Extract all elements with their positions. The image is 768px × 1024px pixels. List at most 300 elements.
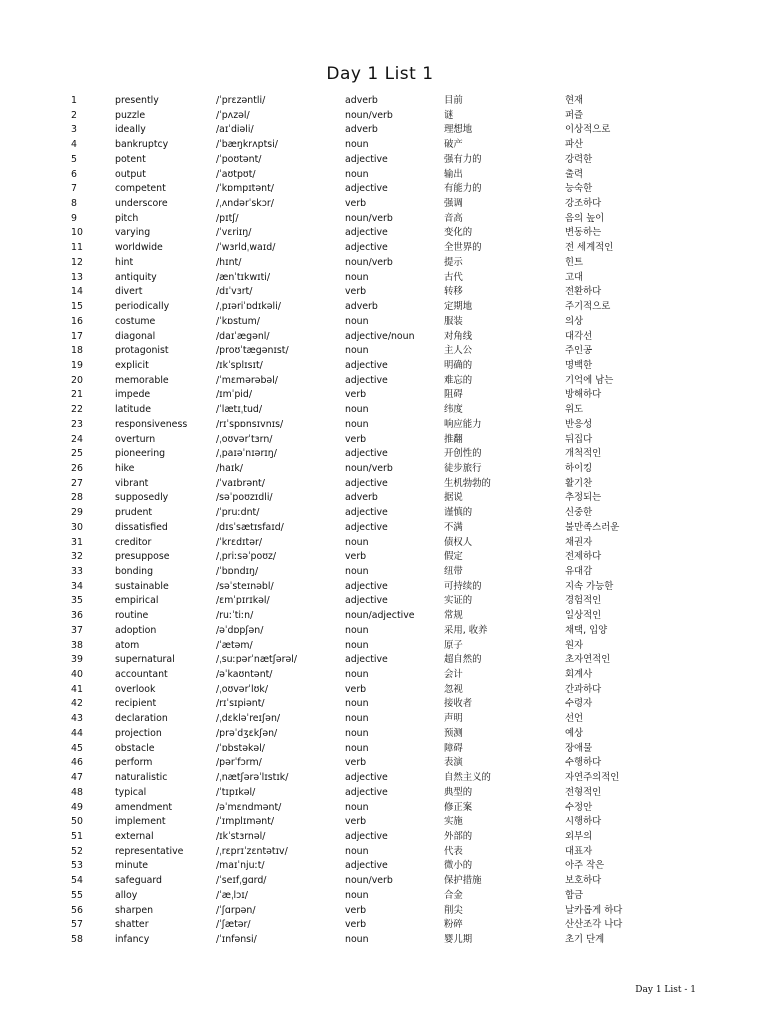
entry-word: overturn [115,433,156,445]
entry-chinese: 超自然的 [444,654,482,666]
entry-korean: 반응성 [565,418,593,430]
entry-pronunciation: /ˈmɛmərəbəl/ [216,374,278,386]
entry-pronunciation: /ɪmˈpid/ [216,389,253,401]
entry-part-of-speech: noun [345,139,369,151]
entry-korean: 능숙한 [565,183,593,195]
entry-number: 20 [71,374,83,386]
entry-word: typical [115,786,147,798]
entry-pronunciation: /səˈpoʊzɪdli/ [216,492,273,504]
entry-word: prudent [115,507,153,519]
entry-pronunciation: /ˈaʊtpʊt/ [216,168,256,180]
entry-part-of-speech: verb [345,683,367,695]
entry-part-of-speech: noun [345,727,369,739]
entry-number: 36 [71,610,83,622]
list-item [0,771,768,786]
entry-word: underscore [115,198,168,210]
entry-word: representative [115,845,184,857]
list-item [0,109,768,124]
entry-number: 50 [71,816,83,828]
entry-korean: 지속 가능한 [565,580,614,592]
entry-word: periodically [115,301,170,313]
list-item [0,462,768,477]
entry-part-of-speech: noun [345,669,369,681]
entry-part-of-speech: verb [345,198,367,210]
entry-part-of-speech: adverb [345,95,378,106]
page-title: Day 1 List 1 [326,64,434,84]
entry-word: potent [115,153,146,165]
entry-chinese: 障碍 [444,742,463,754]
entry-korean: 대각선 [565,330,593,342]
entry-word: vibrant [115,477,149,489]
list-item [0,580,768,595]
entry-part-of-speech: noun/adjective [345,610,415,622]
entry-part-of-speech: adjective [345,183,388,195]
list-item [0,153,768,168]
entry-number: 46 [71,757,83,769]
entry-number: 18 [71,345,83,357]
entry-word: impede [115,389,151,401]
entry-chinese: 据说 [444,492,463,504]
entry-number: 25 [71,448,83,460]
entry-chinese: 微小的 [444,860,473,872]
entry-korean: 고대 [565,271,584,283]
entry-pronunciation: /pərˈfɔrm/ [216,757,262,769]
entry-part-of-speech: noun [345,801,369,813]
entry-pronunciation: /ˈʃætər/ [216,919,251,931]
entry-part-of-speech: verb [345,757,367,769]
entry-part-of-speech: noun [345,698,369,710]
list-item [0,874,768,889]
entry-number: 52 [71,845,83,857]
entry-chinese: 全世界的 [444,242,482,254]
entry-korean: 수정안 [565,801,593,813]
entry-pronunciation: /ruːˈtiːn/ [216,610,254,622]
entry-korean: 뒤집다 [565,433,593,445]
entry-number: 10 [71,227,83,239]
entry-word: projection [115,727,162,739]
entry-chinese: 提示 [444,256,463,268]
list-item [0,536,768,551]
entry-chinese: 不满 [444,521,463,533]
entry-number: 4 [71,139,77,151]
entry-korean: 전 세계적인 [565,242,614,254]
entry-korean: 명백한 [565,359,593,371]
entry-korean: 아주 작은 [565,860,605,872]
list-item [0,197,768,212]
entry-number: 23 [71,418,83,430]
entry-pronunciation: /proʊˈtægənɪst/ [216,345,289,357]
entry-chinese: 理想地 [444,124,473,136]
list-item [0,815,768,830]
entry-pronunciation: /ˈtɪpɪkəl/ [216,786,256,798]
entry-korean: 수령자 [565,698,593,710]
entry-korean: 채권자 [565,536,593,548]
entry-chinese: 采用, 收养 [444,624,488,636]
entry-chinese: 外部的 [444,830,473,842]
entry-word: supposedly [115,492,169,504]
entry-korean: 현재 [565,95,584,106]
entry-word: responsiveness [115,418,188,430]
entry-chinese: 忽视 [444,683,463,695]
entry-word: bankruptcy [115,139,169,151]
entry-chinese: 修正案 [444,801,473,813]
list-item [0,241,768,256]
entry-pronunciation: /dɪsˈsætɪsfaɪd/ [216,521,284,533]
entry-pronunciation: /ˈbɒndɪŋ/ [216,566,259,577]
entry-number: 34 [71,580,83,592]
entry-word: competent [115,183,166,195]
entry-part-of-speech: noun/verb [345,256,393,268]
entry-number: 47 [71,772,83,784]
entry-part-of-speech: noun [345,271,369,283]
entry-word: pioneering [115,448,166,460]
list-item [0,285,768,300]
entry-word: infancy [115,933,150,945]
entry-chinese: 明确的 [444,359,473,371]
entry-number: 54 [71,875,83,887]
entry-pronunciation: /ɪkˈsplɪsɪt/ [216,359,263,371]
entry-number: 45 [71,742,83,754]
entry-number: 7 [71,183,77,195]
entry-part-of-speech: verb [345,433,367,445]
entry-pronunciation: /ˈɪmplɪmənt/ [216,816,275,828]
entry-korean: 위도 [565,404,584,416]
entry-number: 14 [71,286,83,298]
entry-korean: 불만족스러운 [565,521,620,533]
entry-number: 37 [71,624,83,636]
entry-part-of-speech: adjective [345,654,388,666]
entry-pronunciation: /səˈsteɪnəbl/ [216,580,274,592]
entry-word: amendment [115,801,173,813]
entry-pronunciation: /ˈwɜrldˌwaɪd/ [216,242,276,254]
list-item [0,712,768,727]
entry-part-of-speech: noun [345,933,369,945]
entry-word: accountant [115,669,168,681]
entry-number: 5 [71,153,77,165]
entry-number: 29 [71,507,83,519]
entry-pronunciation: /haɪk/ [216,462,243,474]
entry-korean: 신중한 [565,507,593,519]
list-item [0,477,768,492]
list-item [0,742,768,757]
entry-chinese: 强调 [444,198,463,210]
entry-part-of-speech: noun [345,566,369,577]
entry-chinese: 接收者 [444,698,473,710]
entry-korean: 힌트 [565,256,584,268]
list-item [0,447,768,462]
entry-number: 6 [71,168,77,180]
entry-part-of-speech: adverb [345,301,378,313]
entry-word: alloy [115,889,138,901]
entry-word: ideally [115,124,146,136]
entry-chinese: 强有力的 [444,153,482,165]
entry-word: bonding [115,566,154,577]
entry-number: 51 [71,830,83,842]
entry-part-of-speech: adjective [345,153,388,165]
entry-part-of-speech: noun [345,742,369,754]
entry-chinese: 代表 [444,845,463,857]
entry-chinese: 阻碍 [444,389,463,401]
entry-part-of-speech: verb [345,389,367,401]
entry-word: empirical [115,595,159,607]
entry-chinese: 保护措施 [444,875,482,887]
list-item [0,756,768,771]
list-item [0,226,768,241]
list-item [0,359,768,374]
entry-korean: 회계사 [565,669,593,681]
entry-korean: 자연주의적인 [565,772,620,784]
entry-word: presently [115,95,159,106]
list-item [0,403,768,418]
entry-part-of-speech: adjective [345,477,388,489]
entry-korean: 활기찬 [565,477,593,489]
entry-chinese: 常规 [444,610,463,622]
entry-chinese: 粉碎 [444,919,463,931]
entry-pronunciation: /ˈkɒmpɪtənt/ [216,183,274,195]
entry-part-of-speech: adjective [345,507,388,519]
entry-chinese: 谜 [444,109,454,121]
entry-part-of-speech: noun/verb [345,109,393,121]
entry-part-of-speech: noun/verb [345,875,393,887]
entry-pronunciation: /ˌrɛprɪˈzɛntətɪv/ [216,845,288,857]
entry-number: 48 [71,786,83,798]
entry-part-of-speech: adjective [345,860,388,872]
entry-word: shatter [115,919,149,931]
list-item [0,94,768,109]
entry-chinese: 实施 [444,816,463,828]
entry-number: 43 [71,713,83,725]
entry-number: 27 [71,477,83,489]
entry-pronunciation: /ˌsuːpərˈnætʃərəl/ [216,654,297,666]
entry-chinese: 假定 [444,551,463,563]
entry-korean: 간과하다 [565,683,602,695]
entry-chinese: 破产 [444,139,463,151]
entry-number: 32 [71,551,83,563]
entry-korean: 전제하다 [565,551,602,563]
entry-korean: 개척적인 [565,448,602,460]
list-item [0,550,768,565]
entry-pronunciation: /ˈæˌlɔɪ/ [216,889,248,901]
entry-pronunciation: /ˌʌndərˈskɔr/ [216,198,274,210]
list-item [0,168,768,183]
entry-chinese: 主人公 [444,345,473,357]
entry-part-of-speech: adverb [345,124,378,136]
entry-korean: 강조하다 [565,198,602,210]
entry-word: presuppose [115,551,170,563]
entry-pronunciation: /rɪˈspɒnsɪvnɪs/ [216,418,284,430]
entry-word: obstacle [115,742,155,754]
entry-pronunciation: /ˌnætʃərəˈlɪstɪk/ [216,772,289,784]
entry-part-of-speech: noun [345,639,369,651]
entry-pronunciation: /rɪˈsɪpiənt/ [216,698,265,710]
entry-word: latitude [115,404,151,416]
entry-word: antiquity [115,271,157,283]
list-item [0,315,768,330]
entry-pronunciation: /ænˈtɪkwɪti/ [216,271,271,283]
entry-chinese: 原子 [444,639,463,651]
entry-number: 12 [71,256,83,268]
entry-word: sustainable [115,580,169,592]
list-item [0,609,768,624]
entry-part-of-speech: noun [345,889,369,901]
entry-korean: 경험적인 [565,595,602,607]
entry-pronunciation: /ˈseɪfˌgɑrd/ [216,875,267,887]
entry-chinese: 生机勃勃的 [444,477,491,489]
entry-number: 2 [71,109,77,121]
list-item [0,594,768,609]
entry-pronunciation: /ˈkɒstum/ [216,315,260,327]
entry-pronunciation: /ˌpriːsəˈpoʊz/ [216,551,277,563]
entry-chinese: 响应能力 [444,418,482,430]
list-item [0,330,768,345]
entry-chinese: 音高 [444,212,463,224]
entry-word: hike [115,462,135,474]
entry-number: 33 [71,566,83,577]
entry-korean: 산산조각 나다 [565,919,623,931]
entry-word: sharpen [115,904,154,916]
entry-word: creditor [115,536,152,548]
list-item [0,506,768,521]
entry-korean: 방해하다 [565,389,602,401]
entry-number: 11 [71,242,83,254]
entry-part-of-speech: verb [345,904,367,916]
entry-pronunciation: /aɪˈdiəli/ [216,124,254,136]
entry-korean: 원자 [565,639,584,651]
entry-word: routine [115,610,149,622]
entry-korean: 외부의 [565,830,593,842]
entry-part-of-speech: noun [345,536,369,548]
entry-korean: 주기적으로 [565,301,611,313]
entry-part-of-speech: adjective [345,830,388,842]
entry-pronunciation: /dɪˈvɜrt/ [216,286,253,298]
list-item [0,521,768,536]
entry-word: diagonal [115,330,156,342]
entry-number: 42 [71,698,83,710]
entry-pronunciation: /ˈpʌzəl/ [216,109,250,121]
entry-chinese: 难忘的 [444,374,473,386]
entry-korean: 유대감 [565,566,593,577]
list-item [0,300,768,315]
list-item [0,668,768,683]
entry-number: 22 [71,404,83,416]
entry-word: output [115,168,146,180]
list-item [0,344,768,359]
entry-korean: 주인공 [565,345,593,357]
entry-korean: 강력한 [565,153,593,165]
entry-word: explicit [115,359,149,371]
entry-word: costume [115,315,156,327]
entry-korean: 의상 [565,315,584,327]
list-item [0,727,768,742]
entry-part-of-speech: noun [345,418,369,430]
list-item [0,830,768,845]
entry-number: 9 [71,212,77,224]
entry-chinese: 目前 [444,95,463,106]
entry-part-of-speech: adjective/noun [345,330,415,342]
entry-pronunciation: /ɛmˈpɪrɪkəl/ [216,595,270,607]
entry-word: atom [115,639,140,651]
entry-part-of-speech: adjective [345,580,388,592]
entry-number: 17 [71,330,83,342]
entry-word: puzzle [115,109,146,121]
entry-number: 58 [71,933,83,945]
entry-chinese: 债权人 [444,536,473,548]
entry-part-of-speech: adjective [345,595,388,607]
entry-pronunciation: /ˈvaɪbrənt/ [216,477,265,489]
entry-word: safeguard [115,875,162,887]
entry-pronunciation: /ˈʃɑrpən/ [216,904,256,916]
entry-number: 30 [71,521,83,533]
entry-number: 26 [71,462,83,474]
entry-word: minute [115,860,149,872]
entry-word: varying [115,227,151,239]
entry-chinese: 削尖 [444,904,463,916]
list-item [0,904,768,919]
list-item [0,697,768,712]
entry-pronunciation: /əˈkaʊntənt/ [216,669,273,681]
entry-pronunciation: /ˌoʊvərˈlʊk/ [216,683,268,695]
entry-part-of-speech: noun [345,315,369,327]
entry-chinese: 婴儿期 [444,933,473,945]
entry-pronunciation: /maɪˈnjuːt/ [216,860,265,872]
entry-number: 13 [71,271,83,283]
entry-number: 21 [71,389,83,401]
entry-part-of-speech: noun [345,168,369,180]
entry-pronunciation: /pɪtʃ/ [216,212,239,224]
entry-word: divert [115,286,143,298]
entry-word: recipient [115,698,157,710]
entry-part-of-speech: adjective [345,786,388,798]
entry-pronunciation: /daɪˈægənl/ [216,330,270,342]
entry-number: 8 [71,198,77,210]
entry-number: 1 [71,95,77,106]
entry-korean: 일상적인 [565,610,602,622]
entry-number: 49 [71,801,83,813]
entry-pronunciation: /ˈvɛriɪŋ/ [216,227,252,239]
entry-pronunciation: /ˌoʊvərˈtɜrn/ [216,433,273,445]
entry-part-of-speech: noun/verb [345,462,393,474]
entry-korean: 장애물 [565,742,593,754]
entry-pronunciation: /ˈɪnfənsi/ [216,933,257,945]
entry-word: protagonist [115,345,169,357]
entry-chinese: 转移 [444,286,463,298]
entry-word: worldwide [115,242,163,254]
entry-number: 53 [71,860,83,872]
entry-word: perform [115,757,153,769]
entry-part-of-speech: verb [345,816,367,828]
entry-part-of-speech: adjective [345,448,388,460]
entry-korean: 변동하는 [565,227,602,239]
entry-word: pitch [115,212,139,224]
entry-chinese: 纽带 [444,566,463,577]
entry-number: 44 [71,727,83,739]
entry-pronunciation: /ˈpoʊtənt/ [216,153,262,165]
entry-chinese: 实证的 [444,595,473,607]
entry-korean: 하이킹 [565,462,593,474]
entry-korean: 합금 [565,889,584,901]
entry-chinese: 可持续的 [444,580,482,592]
entry-number: 38 [71,639,83,651]
entry-number: 40 [71,669,83,681]
entry-word: dissatisfied [115,521,168,533]
entry-chinese: 开创性的 [444,448,482,460]
entry-chinese: 定期地 [444,301,473,313]
entry-part-of-speech: adjective [345,521,388,533]
entry-pronunciation: /ˈætəm/ [216,639,253,651]
entry-number: 35 [71,595,83,607]
entry-chinese: 服装 [444,315,463,327]
entry-number: 31 [71,536,83,548]
